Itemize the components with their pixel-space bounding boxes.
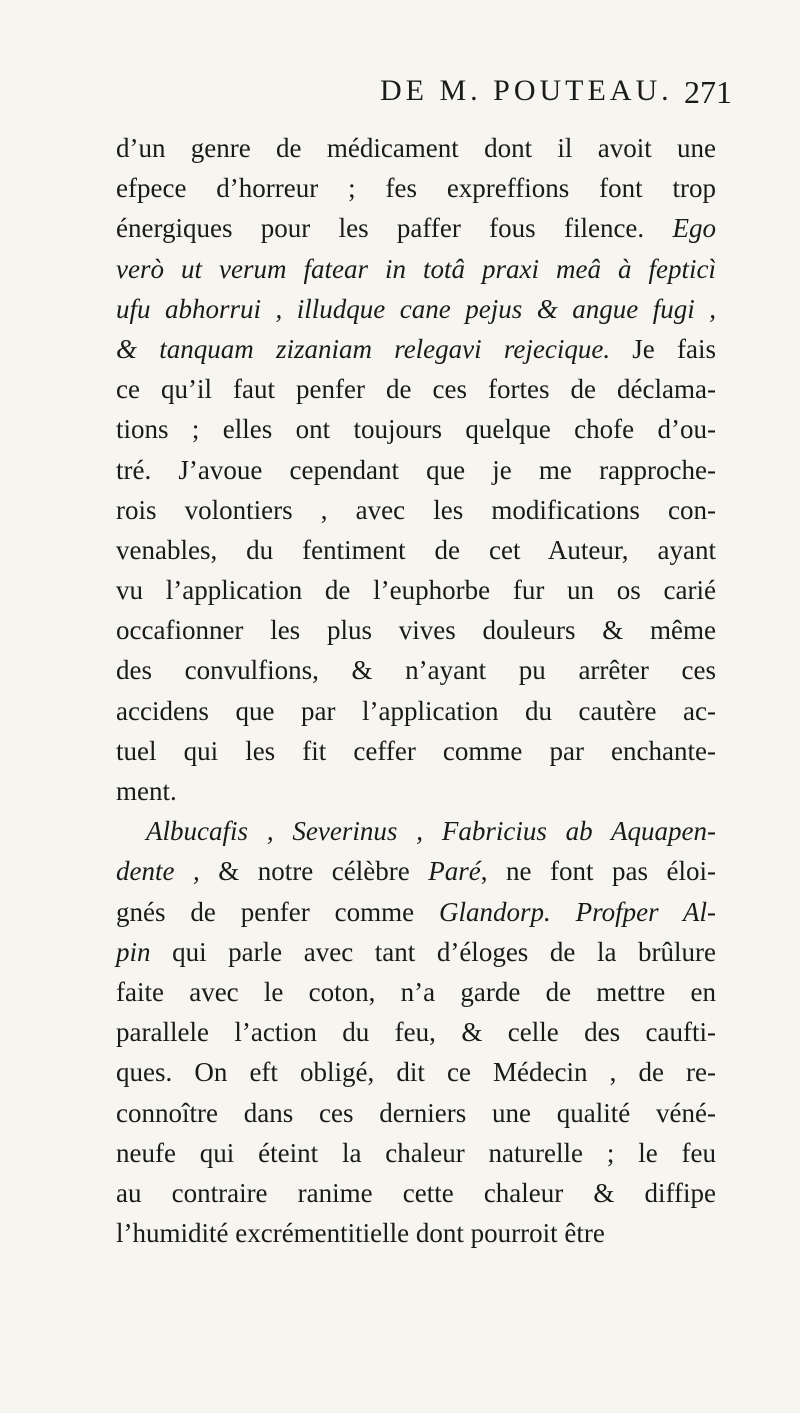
text-line: [116, 168, 716, 208]
text-line: [116, 128, 716, 168]
text-run: efpece d’horreur ; fes expreffions font trop: [116, 173, 716, 204]
text-run: , ne font pas éloi-: [480, 856, 716, 887]
page-number: 271: [684, 74, 732, 110]
text-line: [116, 570, 716, 610]
text-line: [116, 530, 716, 570]
text-line: [116, 409, 716, 449]
text-line: [116, 731, 716, 771]
text-line: [116, 610, 716, 650]
text-line: [116, 329, 716, 369]
text-run: rois volontiers , avec les modifications con-: [116, 494, 716, 525]
text-run: gnés de penfer comme: [116, 896, 439, 927]
italic-run: & tanquam zizaniam relegavi rejecique.: [116, 333, 611, 364]
text-line: [116, 1133, 716, 1173]
italic-run: Ego: [672, 213, 716, 244]
text-line: [116, 972, 716, 1012]
text-line: [116, 650, 716, 690]
text-line: [116, 932, 716, 972]
text-run: tuel qui les fit ceffer comme par enchante-: [116, 735, 716, 766]
text-run: l’humidité excrémentitielle dont pourroit être: [116, 1218, 605, 1249]
text-run: ques. On eft obligé, dit ce Médecin , de re-: [116, 1057, 716, 1088]
text-run: connoître dans ces derniers une qualité véné-: [116, 1097, 716, 1128]
text-line: [116, 289, 716, 329]
text-run: énergiques pour les paffer fous filence.: [116, 213, 673, 244]
text-run: & notre célèbre: [199, 856, 429, 887]
text-run: tions ; elles ont toujours quelque chofe d’ou-: [116, 414, 716, 445]
text-run: ce qu’il faut penfer de ces fortes de déclama-: [116, 374, 716, 405]
text-run: au contraire ranime cette chaleur & diffipe: [116, 1177, 716, 1208]
text-run: parallele l’action du feu, & celle des caufti-: [116, 1017, 716, 1048]
body-text: [116, 128, 716, 1253]
text-line: [116, 1093, 716, 1133]
text-line: [116, 691, 716, 731]
text-line: [116, 771, 716, 811]
text-run: vu l’application de l’euphorbe fur un os carié: [116, 575, 716, 606]
text-run: accidens que par l’application du cautère ac-: [116, 695, 716, 726]
text-line: [116, 490, 716, 530]
text-run: qui parle avec tant d’éloges de la brûlure: [150, 936, 716, 967]
text-line: [116, 1012, 716, 1052]
text-line: [116, 450, 716, 490]
text-line: [116, 369, 716, 409]
text-run: neufe qui éteint la chaleur naturelle ; le feu: [116, 1137, 716, 1168]
text-line: [116, 851, 716, 891]
italic-run: Glandorp. Profper Al-: [438, 896, 716, 927]
text-line: [116, 1173, 716, 1213]
running-head: [0, 74, 800, 114]
text-run: tré. J’avoue cependant que je me rapproche-: [116, 454, 716, 485]
italic-run: dente ,: [116, 856, 200, 887]
italic-run: pin: [116, 936, 151, 967]
text-line: [116, 208, 716, 248]
text-run: faite avec le coton, n’a garde de mettre en: [116, 976, 716, 1007]
text-run: des convulfions, & n’ayant pu arrêter ces: [116, 655, 716, 686]
italic-run: ufu abhorrui , illudque cane pejus & angue fugi ,: [116, 293, 716, 324]
text-line: [116, 1052, 716, 1092]
text-run: ment.: [116, 776, 177, 806]
text-run: Je fais: [610, 333, 717, 364]
text-run: d’un genre de médicament dont il avoit une: [116, 133, 716, 163]
text-line: [116, 811, 716, 851]
running-title: DE M. POUTEAU.: [380, 74, 673, 107]
text-line: [116, 892, 716, 932]
italic-run: Paré: [428, 856, 481, 887]
text-run: venables, du fentiment de cet Auteur, ayant: [116, 534, 716, 565]
italic-run: Albucafis , Severinus , Fabricius ab Aquapen-: [146, 816, 716, 847]
italic-run: verò ut verum fatear in totâ praxi meâ à fepticì: [116, 253, 716, 284]
text-line: [116, 1213, 716, 1253]
text-run: occafionner les plus vives douleurs & même: [116, 615, 716, 646]
text-line: [116, 249, 716, 289]
